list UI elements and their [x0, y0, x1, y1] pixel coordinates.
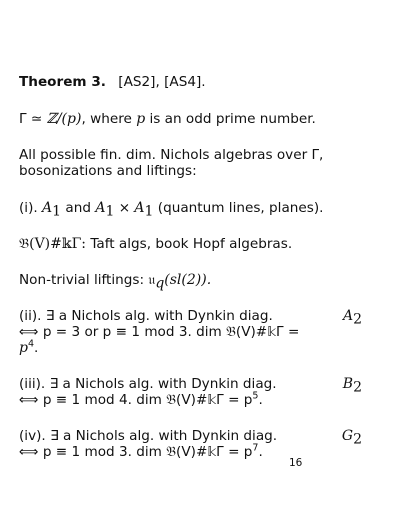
case-i	[19, 200, 324, 220]
intro-line-1: All possible fin. dim. Nichols algebras over Γ,	[19, 147, 324, 163]
case-ii-diagram	[342, 308, 362, 328]
p7-sup: 7	[252, 442, 259, 454]
diag-a: A	[342, 308, 354, 324]
diag-b-sub: 2	[353, 379, 362, 396]
case-iii-line-2	[19, 392, 263, 408]
sl2: (sl(2)).	[164, 272, 212, 288]
case-iv-cond: p ≡ 1 mod 3. dim 𝔅(V)#𝕜Γ = p	[42, 444, 253, 460]
liftings-line	[19, 272, 212, 292]
a1b-symbol: A	[95, 200, 106, 216]
case-iii-text: (iii). ∃ a Nichols alg. with Dynkin diag.	[19, 376, 277, 392]
diag-g: G	[341, 428, 354, 444]
case-iii-diagram	[342, 376, 362, 396]
a1c-sub: 1	[144, 203, 154, 220]
taft-line	[19, 236, 292, 252]
case-iii-line-1	[19, 376, 381, 396]
case-i-label: (i).	[19, 200, 38, 216]
iff-symbol-2: ⟺	[19, 392, 39, 408]
bosonization-symbol: 𝔅(V)#𝕜Γ:	[19, 236, 87, 252]
theorem-title: Theorem 3.	[19, 74, 106, 90]
iso-symbol: ≃	[30, 111, 43, 127]
case-iv-diagram	[341, 428, 362, 448]
diag-b: B	[342, 376, 354, 392]
theorem-refs: [AS2], [AS4].	[118, 74, 206, 90]
intro-line-2: bosonizations and liftings:	[19, 163, 197, 179]
diag-a-sub: 2	[353, 311, 362, 328]
page-number: 16	[289, 457, 303, 469]
and-word: and	[65, 200, 91, 216]
gamma-definition	[19, 111, 316, 127]
case-i-desc: (quantum lines, planes).	[157, 200, 324, 216]
case-iii-end: .	[258, 392, 263, 408]
iff-symbol-3: ⟺	[19, 444, 39, 460]
case-iv-line-1	[19, 428, 381, 448]
case-iv-end: .	[258, 444, 263, 460]
times-symbol: ×	[118, 200, 131, 216]
liftings-text: Non-trivial liftings:	[19, 272, 145, 288]
p5-sup: 5	[252, 390, 259, 402]
cyclic-group: ℤ/(p)	[46, 111, 82, 127]
case-iv-text: (iv). ∃ a Nichols alg. with Dynkin diag.	[19, 428, 278, 444]
case-ii-line-1	[19, 308, 381, 328]
p4-sup: 4	[27, 338, 35, 350]
q-sub: q	[155, 275, 165, 292]
p-power: p	[19, 340, 28, 356]
case-ii-line-3	[19, 340, 38, 356]
case-ii-line-2	[19, 324, 299, 340]
a1-symbol: A	[42, 200, 53, 216]
diag-g-sub: 2	[353, 431, 362, 448]
iff-symbol: ⟺	[19, 324, 39, 340]
case-iii-cond: p ≡ 1 mod 4. dim 𝔅(V)#𝕜Γ = p	[42, 392, 253, 408]
taft-desc: Taft algs, book Hopf algebras.	[90, 236, 293, 252]
gamma-symbol: Γ	[19, 111, 27, 127]
a1-sub: 1	[52, 203, 62, 220]
case-ii-end: .	[34, 340, 39, 356]
u-symbol: 𝔲	[148, 272, 156, 288]
case-ii-cond: p = 3 or p ≡ 1 mod 3. dim 𝔅(V)#𝕜Γ =	[42, 324, 300, 340]
a1c-symbol: A	[134, 200, 145, 216]
prime-p: p	[136, 111, 146, 127]
a1b-sub: 1	[105, 203, 115, 220]
theorem-heading	[19, 74, 206, 90]
gamma-rest: is an odd prime number.	[149, 111, 316, 127]
case-iv-line-2	[19, 444, 263, 460]
case-ii-text: (ii). ∃ a Nichols alg. with Dynkin diag.	[19, 308, 273, 324]
gamma-where: , where	[81, 111, 132, 127]
